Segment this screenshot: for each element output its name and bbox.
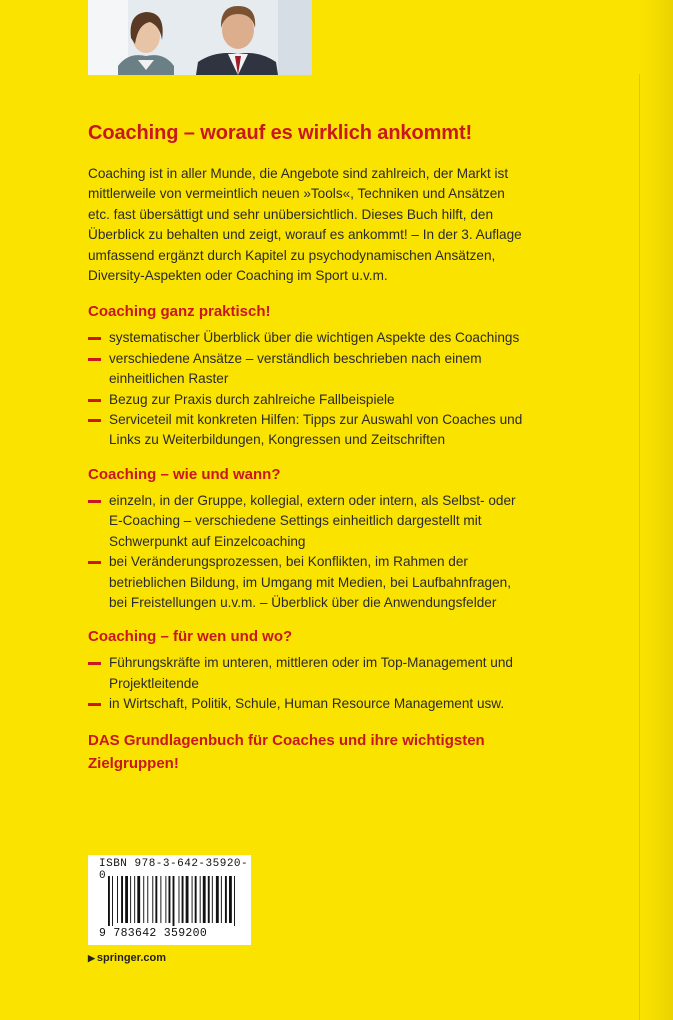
barcode-bar <box>155 876 157 923</box>
triangle-right-icon: ▶ <box>88 953 95 963</box>
page-edge-shadow <box>639 0 673 1020</box>
list-item-text: in Wirtschaft, Politik, Schule, Human Resource Management usw. <box>109 696 505 712</box>
barcode-bar <box>117 876 118 923</box>
barcode-bar <box>112 876 113 926</box>
list-item <box>88 390 528 410</box>
bullet-list <box>88 491 528 613</box>
list-item <box>88 491 528 552</box>
barcode-bar <box>147 876 148 923</box>
blurb <box>88 120 528 775</box>
barcode-bar <box>160 876 161 923</box>
barcode-bar <box>186 876 189 923</box>
barcode-bar <box>229 876 232 923</box>
barcode-bar <box>134 876 135 923</box>
barcode-bar <box>203 876 206 923</box>
red-dash-icon <box>88 419 101 422</box>
list-item-text: einzeln, in der Gruppe, kollegial, extern oder intern, als Selbst- oder E-Coaching – verschiedene Settings einheitlich dargestellt mit Schwerpunkt auf Einzelcoaching <box>109 492 516 549</box>
barcode-bar <box>137 876 140 923</box>
list-item <box>88 410 528 451</box>
red-dash-icon <box>88 703 101 706</box>
barcode-bar <box>208 876 210 923</box>
barcode-bar <box>173 876 175 926</box>
list-item <box>88 552 528 613</box>
red-dash-icon <box>88 337 101 340</box>
list-item-text: Serviceteil mit konkreten Hilfen: Tipps zur Auswahl von Coaches und Links zu Weiterbildungen, Kongressen und Zeitschriften <box>109 412 523 448</box>
barcode <box>108 876 238 926</box>
barcode-bar <box>225 876 227 923</box>
page-edge-line <box>639 74 640 1020</box>
list-item <box>88 653 528 694</box>
red-dash-icon <box>88 399 101 402</box>
barcode-bar <box>169 876 171 923</box>
barcode-bar <box>182 876 184 923</box>
barcode-bar <box>143 876 144 923</box>
barcode-bar <box>221 876 222 923</box>
red-dash-icon <box>88 662 101 665</box>
bullet-list <box>88 328 528 450</box>
barcode-bar <box>152 876 153 923</box>
section-title: Coaching – für wen und wo? <box>88 628 293 646</box>
barcode-bar <box>179 876 180 923</box>
isbn-digits: 9 783642 359200 <box>99 927 208 940</box>
barcode-bar <box>195 876 197 923</box>
isbn-barcode-box <box>88 855 251 945</box>
list-item <box>88 328 528 348</box>
list-item-text: Führungskräfte im unteren, mittleren oder im Top-Management und Projektleitende <box>109 655 513 691</box>
barcode-bar <box>121 876 123 923</box>
list-item <box>88 694 528 714</box>
isbn-label: ISBN 978-3-642-35920-0 <box>99 858 249 882</box>
cover-photo <box>88 0 312 75</box>
page-title: Coaching – worauf es wirklich ankommt! <box>88 122 473 144</box>
closing-statement: DAS Grundlagenbuch für Coaches und ihre wichtigsten Zielgruppen! <box>88 731 485 772</box>
barcode-bar <box>125 876 128 923</box>
list-item <box>88 349 528 390</box>
barcode-bar <box>216 876 219 923</box>
barcode-bar <box>200 876 201 923</box>
section-title: Coaching ganz praktisch! <box>88 303 271 321</box>
barcode-bar <box>234 876 235 926</box>
list-item-text: Bezug zur Praxis durch zahlreiche Fallbeispiele <box>109 391 395 407</box>
list-item-text: systematischer Überblick über die wichtigen Aspekte des Coachings <box>109 330 520 346</box>
section-title: Coaching – wie und wann? <box>88 465 281 483</box>
barcode-bar <box>108 876 110 926</box>
publisher-url: springer.com <box>96 952 166 964</box>
red-dash-icon <box>88 500 101 503</box>
barcode-bar <box>212 876 213 923</box>
publisher-link[interactable] <box>88 952 166 964</box>
business-people-illustration <box>88 0 312 75</box>
list-item-text: verschiedene Ansätze – verständlich beschrieben nach einem einheitlichen Raster <box>109 350 482 387</box>
barcode-bar <box>165 876 166 923</box>
red-dash-icon <box>88 561 101 564</box>
barcode-bar <box>192 876 193 923</box>
list-item-text: bei Veränderungsprozessen, bei Konflikten, im Rahmen der betrieblichen Bildung, im Umgang mit Medien, bei Laufbahnfragen, bei Freistellungen u.v.m. – Überblick über die Anwendungsfelder <box>109 554 512 610</box>
barcode-bar <box>130 876 131 923</box>
red-dash-icon <box>88 358 101 361</box>
bullet-list <box>88 653 528 714</box>
intro-text: Coaching ist in aller Munde, die Angebote sind zahlreich, der Markt ist mittlerweile von vermeintlich neuen »Tools«, Techniken und Ansätzen etc. fast übersättigt und sehr unübersichtlich. Dieses Buch hilft, den Überblick zu behalten und zeigt, worauf es ankommt! – In der 3. Auflage umfassend ergänzt durch Kapitel zu psychodynamischen Ansätzen, Diversity-Aspekten oder Coaching im Sport u.v.m. <box>88 166 522 284</box>
